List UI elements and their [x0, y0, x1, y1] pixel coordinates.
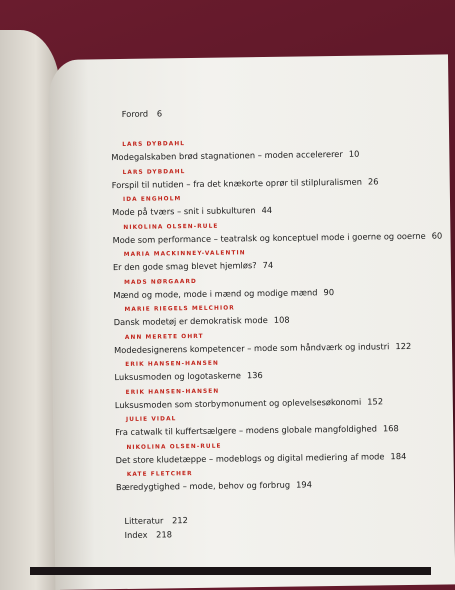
entry-page: 122: [395, 340, 412, 351]
entry-title: Det store kludetæppe – modeblogs og digital mediering af mode: [115, 450, 385, 465]
entry-title: Luksusmoden og logotaskerne: [114, 370, 241, 383]
forord-page: 6: [156, 108, 163, 119]
entry-page: 26: [367, 175, 379, 187]
entry-title: Mænd og mode, mode i mænd og modige mænd: [113, 286, 318, 300]
entry-page: 60: [431, 230, 443, 241]
toc-entry: [116, 467, 436, 492]
entry-title: Fra catwalk til kuffertsælgere – modens globale mangfoldighed: [115, 423, 378, 438]
back-label: Index: [124, 529, 148, 540]
entry-author: NIKOLINA OLSEN-RULE: [126, 443, 222, 451]
toc-entry: [112, 164, 432, 189]
toc-entry: [114, 357, 434, 382]
entry-page: 152: [367, 395, 384, 407]
entry-title-line: [115, 423, 435, 437]
entry-title: Luksusmoden som storbymonument og oplevelsesøkonomi: [114, 396, 362, 410]
entry-title-line: [112, 230, 443, 245]
toc-entry: [112, 219, 443, 245]
entry-author: KATE FLETCHER: [126, 471, 193, 478]
entry-page: 184: [390, 450, 407, 461]
toc-entry: [115, 384, 435, 409]
entry-title-line: [115, 395, 435, 409]
toc-entry: [115, 439, 435, 464]
back-item-index: [125, 524, 437, 542]
toc-back-matter: [124, 510, 436, 542]
entry-title: Mode som performance – teatralsk og konceptuel mode i goerne og ooerne: [112, 230, 426, 245]
entry-author: LARS DYBDAHL: [122, 141, 186, 148]
entry-title-line: [114, 313, 434, 327]
entry-title-line: [112, 175, 432, 189]
entry-title: Dansk modetøj er demokratisk mode: [113, 314, 268, 328]
entry-author: MARIA MACKINNEY-VALENTIN: [123, 250, 246, 258]
table-of-contents: [111, 105, 443, 542]
back-page: 218: [156, 529, 173, 540]
entry-author: IDA ENGHOLM: [122, 196, 182, 203]
entry-title-line: [113, 285, 433, 299]
entry-page: 44: [261, 204, 273, 216]
entry-author: MADS NØRGAARD: [124, 278, 197, 286]
toc-entries: [111, 137, 443, 493]
toc-forord: [122, 105, 431, 119]
entry-title-line: [113, 258, 433, 272]
entry-title-line: [114, 340, 434, 354]
entry-title-line: [116, 450, 436, 464]
entry-author: MARIE RIEGELS MELCHIOR: [124, 305, 235, 313]
entry-title: Modegalskaben brød stagnationen – moden accelererer: [111, 148, 343, 163]
book-page: [48, 54, 455, 590]
entry-page: 90: [323, 286, 335, 297]
entry-page: 168: [382, 423, 399, 434]
entry-author: ERIK HANSEN-HANSEN: [125, 360, 219, 368]
entry-title: Er den gode smag blevet hjemløs?: [112, 260, 257, 273]
entry-page: 136: [246, 370, 263, 381]
toc-entry: [115, 412, 435, 437]
entry-title: Modedesignerens kompetencer – mode som håndværk og industri: [113, 340, 390, 355]
entry-page: 194: [296, 479, 313, 490]
toc-entry: [113, 274, 433, 299]
entry-title-line: [114, 368, 434, 382]
toc-entry: [112, 192, 432, 217]
table-edge: [30, 567, 431, 575]
entry-title-line: [111, 148, 431, 162]
entry-title-line: [116, 478, 436, 492]
toc-entry: [114, 329, 434, 354]
entry-title-line: [112, 203, 432, 217]
entry-author: NIKOLINA OLSEN-RULE: [123, 223, 219, 231]
toc-entry: [113, 247, 433, 272]
entry-title: Bæredygtighed – mode, behov og forbrug: [115, 479, 291, 493]
toc-entry: [113, 302, 433, 327]
entry-author: ANN MERETE OHRT: [124, 333, 204, 341]
entry-page: 108: [273, 314, 290, 325]
toc-entry: [111, 137, 431, 162]
entry-title: Forspil til nutiden – fra det knækorte oprør til stilpluralismen: [111, 176, 363, 190]
entry-author: LARS DYBDAHL: [122, 168, 186, 176]
entry-author: ERIK HANSEN-HANSEN: [125, 388, 220, 396]
entry-title: Mode på tværs – snit i subkulturen: [112, 205, 256, 218]
entry-author: JULIE VIDAL: [125, 416, 177, 423]
back-page: 212: [171, 515, 188, 526]
back-label: Litteratur: [124, 515, 164, 526]
forord-label: Forord: [121, 108, 149, 119]
entry-page: 10: [348, 148, 360, 159]
entry-page: 74: [262, 259, 274, 271]
